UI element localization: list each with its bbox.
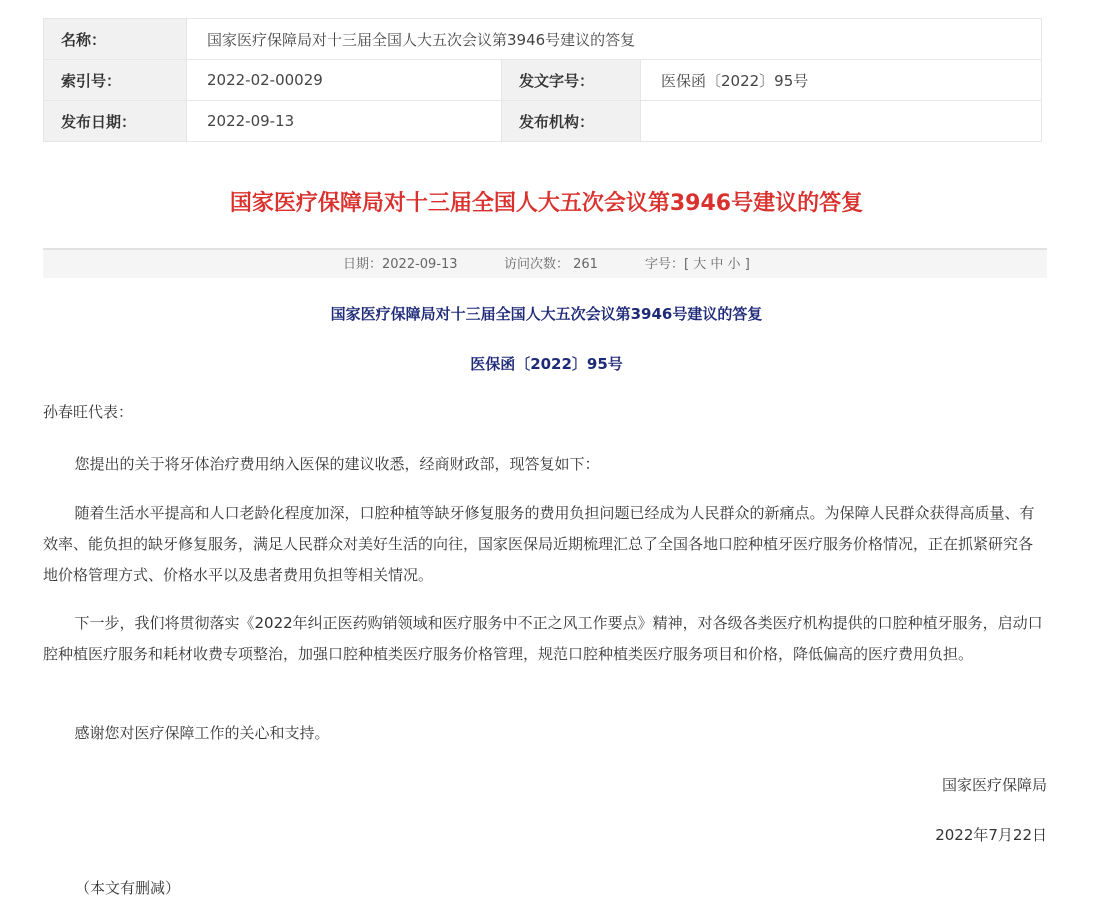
name-value: 国家医疗保障局对十三届全国人大五次会议第3946号建议的答复 <box>187 19 1042 60</box>
date-label: 发布日期： <box>44 101 187 142</box>
date-value: 2022-09-13 <box>187 101 502 142</box>
paragraph: 随着生活水平提高和人口老龄化程度加深，口腔种植等缺牙修复服务的费用负担问题已经成为人民群众的新痛点。为保障人民群众获得高质量、有效率、能负担的缺牙修复服务，满足人民群众对美好生活的向往，国家医保局近期梳理汇总了全国各地口腔种植牙医疗服务价格情况，正在抓紧研究各地价格管理方式、价格水平以及患者费用负担等相关情况。 <box>43 504 1035 584</box>
font-small-link[interactable]: 小 <box>727 257 741 272</box>
document-number: 医保函〔2022〕95号 <box>470 355 623 373</box>
document-subtitle: 国家医疗保障局对十三届全国人大五次会议第3946号建议的答复 <box>330 305 763 323</box>
name-label: 名称： <box>44 19 187 60</box>
index-label: 索引号： <box>44 60 187 101</box>
paragraph: 感谢您对医疗保障工作的关心和支持。 <box>74 724 330 742</box>
paragraph: 下一步，我们将贯彻落实《2022年纠正医药购销领域和医疗服务中不正之风工作要点》精神，对各级各类医疗机构提供的口腔种植牙服务，启动口腔种植医疗服务和耗材收费专项整治，加强口腔种植类医疗服务价格管理，规范口腔种植类医疗服务项目和价格，降低偏高的医疗费用负担。 <box>43 614 1043 663</box>
info-row-date <box>44 101 1042 142</box>
salutation: 孙春旺代表： <box>43 403 134 421</box>
page-title: 国家医疗保障局对十三届全国人大五次会议第3946号建议的答复 <box>229 191 864 216</box>
docno-label: 发文字号： <box>502 60 641 101</box>
docno-value: 医保函〔2022〕95号 <box>641 60 1042 101</box>
meta-bar <box>43 248 1047 278</box>
font-medium-link[interactable]: 中 <box>710 257 724 272</box>
meta-date: 日期：2022-09-13 <box>343 257 458 272</box>
org-label: 发布机构： <box>502 101 641 142</box>
signature: 国家医疗保障局 <box>941 776 1047 794</box>
org-value <box>641 101 1042 142</box>
font-size-label: 字号：[ <box>645 257 690 272</box>
font-size-end: ] <box>744 257 750 272</box>
index-value: 2022-02-00029 <box>187 60 502 101</box>
info-row-name <box>44 19 1042 60</box>
paragraph: 您提出的关于将牙体治疗费用纳入医保的建议收悉，经商财政部，现答复如下： <box>74 455 600 473</box>
font-size-control <box>645 250 750 280</box>
abridged-note: （本文有删减） <box>75 879 181 897</box>
font-large-link[interactable]: 大 <box>693 257 707 272</box>
meta-visits: 访问次数： 261 <box>504 257 598 272</box>
sign-date: 2022年7月22日 <box>935 826 1047 844</box>
info-row-index <box>44 60 1042 101</box>
document-info-table <box>43 18 1042 142</box>
